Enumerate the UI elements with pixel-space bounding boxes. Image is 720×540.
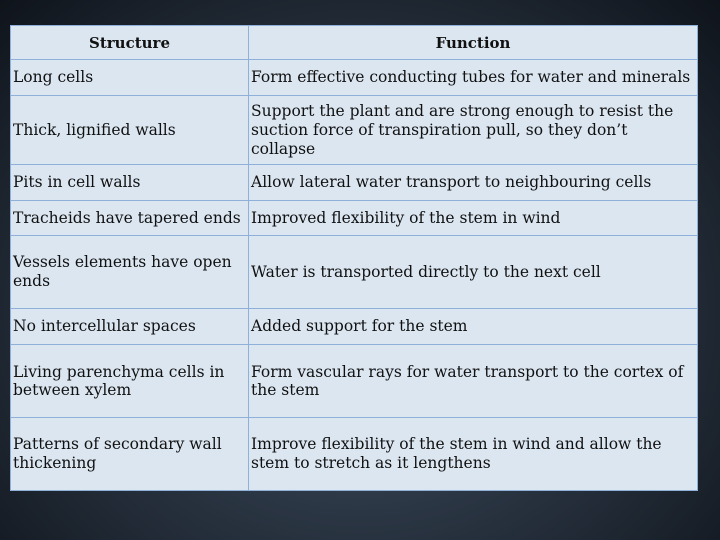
table-header-row [11, 26, 698, 60]
function-cell: Improve flexibility of the stem in wind and allow the stem to stretch as it lengthens [249, 418, 698, 491]
structure-function-table [10, 25, 698, 491]
structure-cell: Living parenchyma cells in between xylem [11, 345, 249, 418]
structure-cell: Long cells [11, 60, 249, 96]
table-row [11, 345, 698, 418]
function-cell: Allow lateral water transport to neighbouring cells [249, 165, 698, 200]
function-cell: Form effective conducting tubes for water and minerals [249, 60, 698, 96]
table-row [11, 236, 698, 309]
table-row [11, 96, 698, 165]
function-cell: Added support for the stem [249, 308, 698, 344]
table-row [11, 200, 698, 235]
function-cell: Water is transported directly to the next cell [249, 236, 698, 309]
structure-cell: Pits in cell walls [11, 165, 249, 200]
structure-cell: Thick, lignified walls [11, 96, 249, 165]
structure-cell: Tracheids have tapered ends [11, 200, 249, 235]
table-row [11, 165, 698, 200]
structure-cell: Patterns of secondary wall thickening [11, 418, 249, 491]
function-cell: Support the plant and are strong enough to resist the suction force of transpiration pull, so they don’t collapse [249, 96, 698, 165]
header-function: Function [249, 26, 698, 60]
structure-cell: Vessels elements have open ends [11, 236, 249, 309]
table-row [11, 308, 698, 344]
function-cell: Improved flexibility of the stem in wind [249, 200, 698, 235]
structure-cell: No intercellular spaces [11, 308, 249, 344]
table-row [11, 418, 698, 491]
table-row [11, 60, 698, 96]
header-structure: Structure [11, 26, 249, 60]
function-cell: Form vascular rays for water transport to the cortex of the stem [249, 345, 698, 418]
